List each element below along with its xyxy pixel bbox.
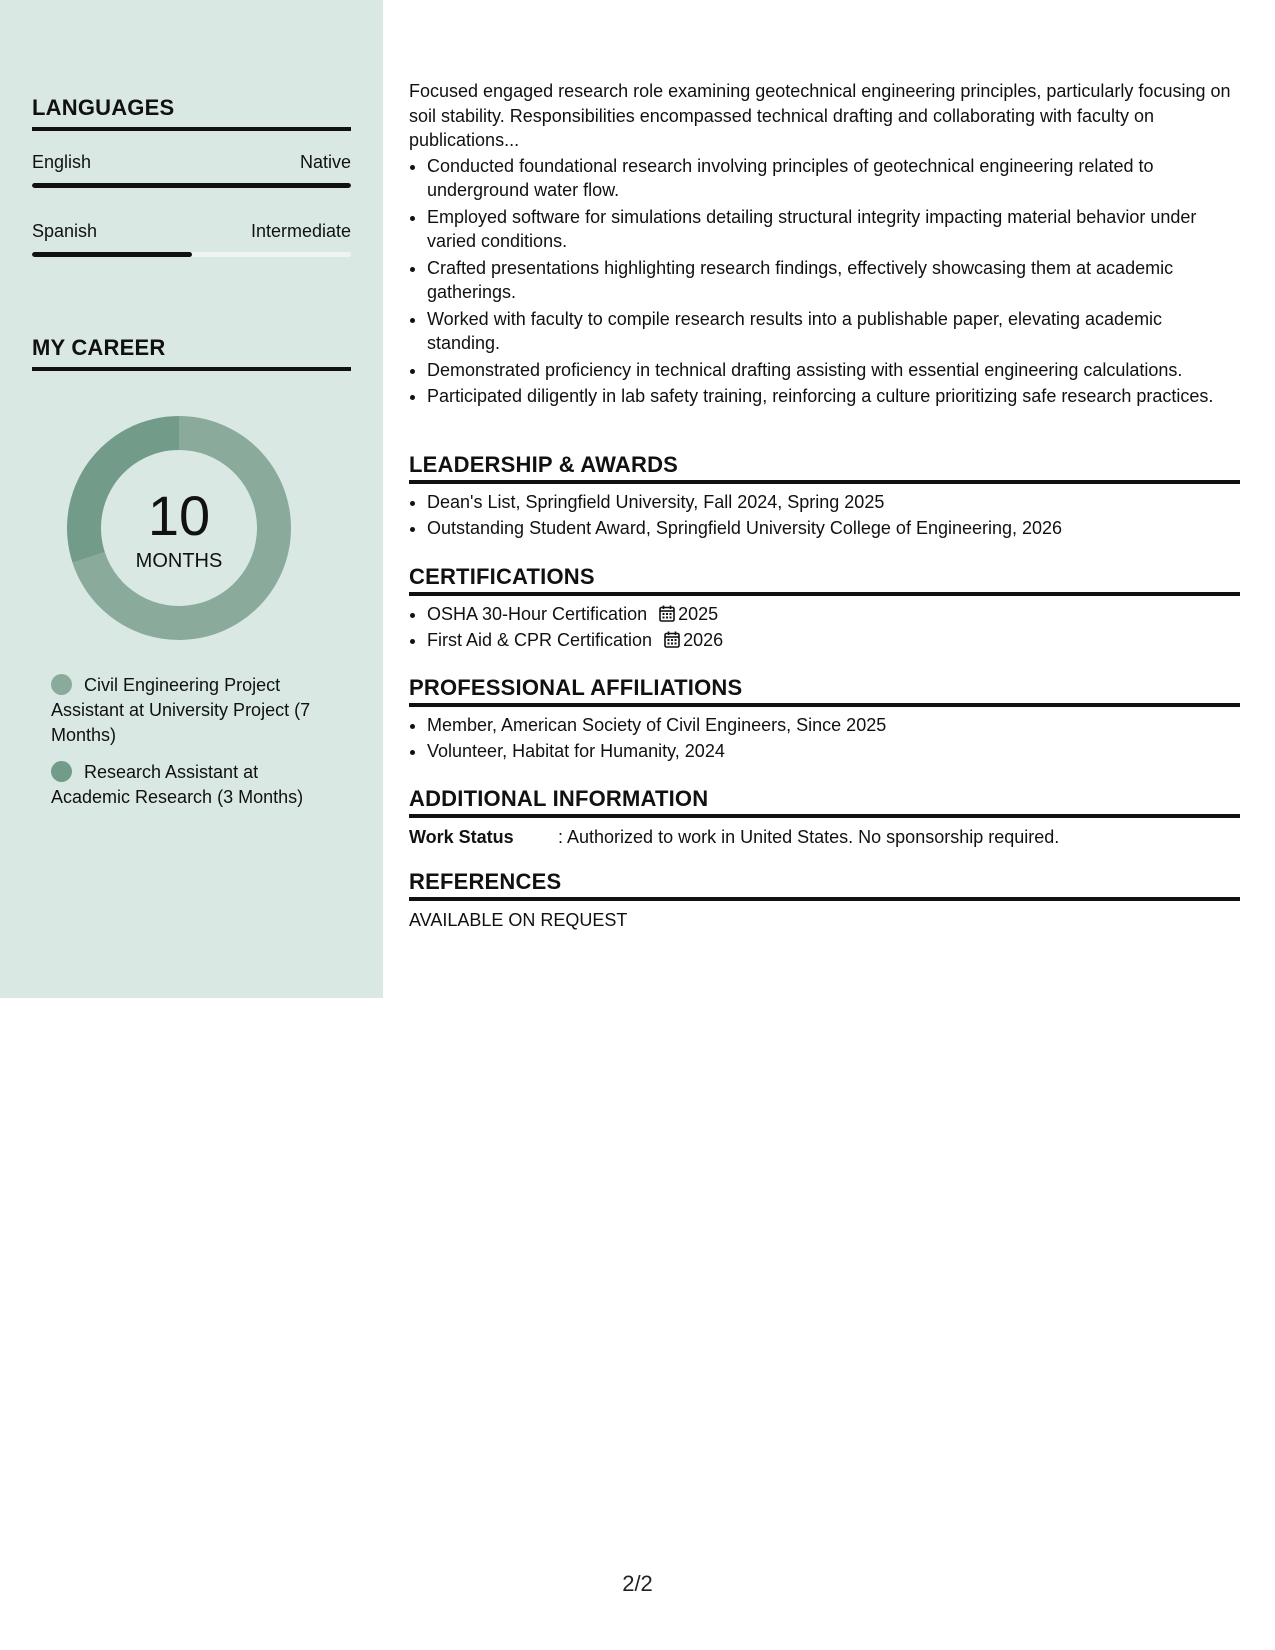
certification-year: 2025 [678, 604, 719, 624]
certification-year: 2026 [683, 630, 724, 650]
language-level: Intermediate [250, 221, 351, 241]
career-total-value: 10 [147, 484, 211, 547]
language-bar-spanish [32, 252, 351, 257]
work-status-value: : Authorized to work in United States. No sponsorship required. [558, 827, 1060, 847]
career-legend-item [51, 673, 341, 748]
legend-dot [51, 674, 72, 695]
work-status-label: Work Status [409, 827, 514, 847]
references-section [409, 869, 1240, 933]
experience-bullets [409, 154, 1240, 409]
certification-item [427, 628, 1240, 653]
additional-info-section [409, 786, 1240, 850]
section-title: REFERENCES [409, 869, 1240, 901]
list-item: • Worked with faculty to compile research results into a publishable paper, elevating academic standing. [427, 307, 1240, 356]
certification-name: First Aid & CPR Certification [427, 630, 653, 650]
experience-description [409, 79, 1240, 411]
section-title: CERTIFICATIONS [409, 564, 1240, 596]
language-bar-fill [32, 252, 192, 257]
language-name: English [32, 152, 92, 172]
list-item: • Participated diligently in lab safety training, reinforcing a culture prioritizing safe research practices. [427, 384, 1240, 409]
list-item: • Member, American Society of Civil Engineers, Since 2025 [427, 713, 1240, 738]
leadership-section [409, 452, 1240, 542]
page-number: 2/2 [622, 1571, 653, 1596]
experience-intro: Focused engaged research role examining geotechnical engineering principles, particularly focusing on soil stability. Responsibilities encompassed technical drafting and collaborating with faculty on publications... [409, 81, 1231, 150]
references-text: AVAILABLE ON REQUEST [409, 910, 628, 930]
language-level: Native [299, 152, 351, 172]
section-title: ADDITIONAL INFORMATION [409, 786, 1240, 818]
sidebar [0, 0, 383, 998]
list-item: • Volunteer, Habitat for Humanity, 2024 [427, 739, 1240, 764]
legend-label: Research Assistant at Academic Research (3 Months) [51, 762, 304, 807]
list-item: • Dean's List, Springfield University, Fall 2024, Spring 2025 [427, 490, 1240, 515]
list-item: • Conducted foundational research involving principles of geotechnical engineering related to underground water flow. [427, 154, 1240, 203]
list-item: • Demonstrated proficiency in technical drafting assisting with essential engineering calculations. [427, 358, 1240, 383]
career-donut-chart [66, 415, 292, 641]
certification-item [427, 602, 1240, 627]
list-item: • Crafted presentations highlighting research findings, effectively showcasing them at academic gatherings. [427, 256, 1240, 305]
list-item: • Employed software for simulations detailing structural integrity impacting material behavior under varied conditions. [427, 205, 1240, 254]
certifications-section [409, 564, 1240, 654]
section-title: LEADERSHIP & AWARDS [409, 452, 1240, 484]
career-legend-item [51, 760, 341, 810]
career-total-unit: MONTHS [135, 550, 223, 572]
work-status-row [409, 824, 1240, 850]
language-bar-fill [32, 183, 351, 188]
legend-label: Civil Engineering Project Assistant at University Project (7 Months) [51, 675, 311, 745]
affiliations-section [409, 675, 1240, 765]
language-name: Spanish [32, 221, 98, 241]
section-title: PROFESSIONAL AFFILIATIONS [409, 675, 1240, 707]
certification-name: OSHA 30-Hour Certification [427, 604, 648, 624]
list-item: • Outstanding Student Award, Springfield University College of Engineering, 2026 [427, 516, 1240, 541]
language-bar-english [32, 183, 351, 188]
calendar-icon [659, 605, 675, 622]
languages-heading: LANGUAGES [32, 95, 351, 131]
calendar-icon [664, 631, 680, 648]
career-heading: MY CAREER [32, 335, 351, 371]
legend-dot [51, 761, 72, 782]
